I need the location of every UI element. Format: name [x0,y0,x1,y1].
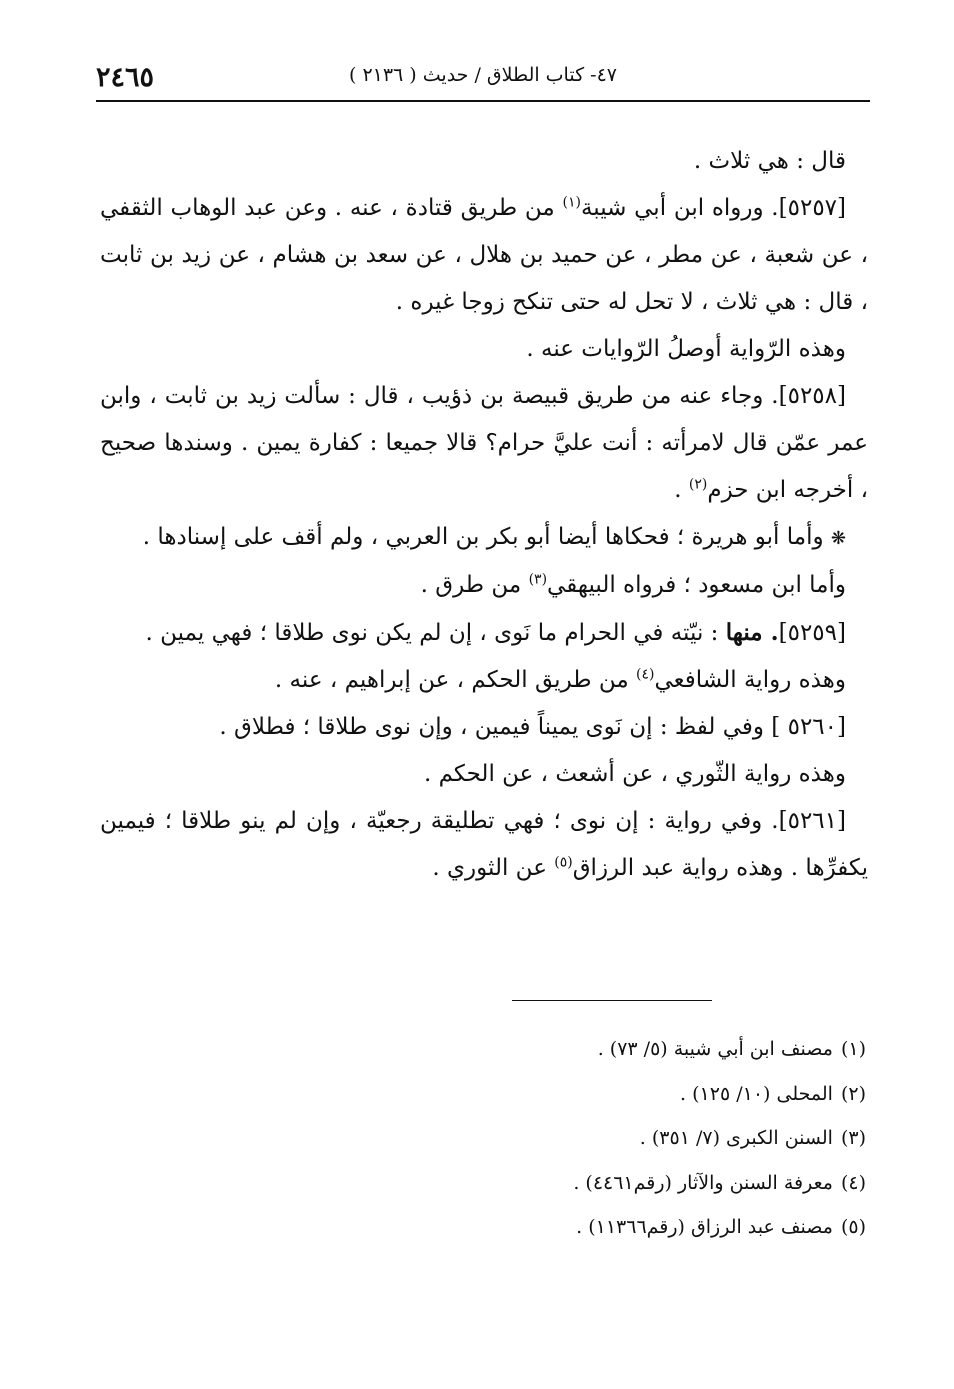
paragraph-text: . [674,477,689,503]
paragraph-text: وفي لفظ : إن نَوى يميناً فيمين ، وإن نوى طلاقا ؛ فطلاق . [219,714,772,740]
paragraph-5257 [100,185,868,326]
paragraph-text: . ورواه ابن أبي شيبة [580,195,779,221]
paragraph-text: وأما ابن مسعود ؛ فرواه البيهقي [547,572,846,598]
hadith-number: [٥٢٥٨] [778,383,846,409]
footnote-number: (١) [840,1038,866,1060]
footnote-ref-2[interactable]: (٢) [688,476,708,493]
footnote-number: (٤) [840,1171,866,1194]
page-number: ٢٤٦٥ [96,62,155,93]
running-title: ٤٧- كتاب الطلاق / حديث ( ٢١٣٦ ) [348,64,618,86]
footnote-5 [346,1205,866,1250]
footnote-ref-3[interactable]: (٣) [528,571,548,588]
footnote-text: معرفة السنن والآثار (رقم٤٤٦١) . [573,1171,833,1194]
paragraph-shafii [100,657,868,704]
paragraph-ibn-masud [100,562,868,609]
paragraph-comment [100,326,868,373]
header-rule [96,100,870,102]
paragraph-text: من طريق قتادة ، عنه . وعن عبد الوهاب الثقفي ، عن شعبة ، عن مطر ، عن حميد بن هلال ، عن سعد بن هشام ، عن زيد بن ثابت ، قال : هي ثلاث ، لا تحل له حتى تنكح زوجا غيره . [100,195,868,315]
footnote-2 [346,1072,866,1117]
hadith-number: [٥٢٥٩] [778,620,846,646]
paragraph-text: وهذه رواية الثّوري ، عن أشعث ، عن الحكم . [423,761,846,787]
paragraph-abu-hurayra [100,514,868,562]
paragraph-5259 [100,609,868,657]
paragraph-5260 [100,704,868,751]
footnote-number: (٢) [840,1082,866,1105]
paragraph-1 [100,138,868,185]
footnote-text: مصنف عبد الرزاق (رقم١١٣٦٦) . [576,1216,833,1238]
footnote-number: (٥) [840,1216,866,1238]
paragraph-text: من طرق . [420,572,529,598]
hadith-number: [٥٢٥٧] [778,195,847,221]
paragraph-text: . وجاء عنه من طريق قبيصة بن ذؤيب ، قال : سألت زيد بن ثابت ، وابن عمر عمّن قال لامرأته : أنت عليَّ حرام؟ قالا جميعا : كفارة يمين . وسندها صحيح ، أخرجه ابن حزم [100,383,868,503]
paragraph-text: وهذه الرّواية أوصلُ الرّوايات عنه . [526,336,846,362]
footnote-1 [346,1027,866,1072]
footnote-text: السنن الكبرى (٧/ ٣٥١) . [639,1127,833,1149]
main-text [100,138,868,892]
footnote-ref-1[interactable]: (١) [562,194,581,211]
paragraph-text: : نيّته في الحرام ما نَوى ، إن لم يكن نوى طلاقا ؛ فهي يمين . [145,620,726,646]
footnote-3 [346,1116,866,1161]
footnote-4 [346,1161,866,1206]
footnote-number: (٣) [840,1127,866,1149]
paragraph-text: وهذه رواية الشافعي [654,667,846,693]
star-icon: ❋ [830,528,846,549]
paragraph-text: . وفي رواية : إن نوى ؛ فهي تطليقة رجعيّة ، وإن لم ينو طلاقا ؛ فيمين يكفرِّها . وهذه رواية عبد الرزاق [100,808,868,881]
page-header [96,58,870,98]
footnote-ref-4[interactable]: (٤) [636,666,655,683]
paragraph-text: وأما أبو هريرة ؛ فحكاها أيضا أبو بكر بن العربي ، ولم أقف على إسنادها . [142,524,831,550]
paragraph-text: قال : هي ثلاث . [693,148,846,174]
paragraph-5258 [100,373,868,514]
paragraph-text: عن الثوري . [432,855,555,881]
footnote-text: المحلى (١٠/ ١٢٥) . [680,1082,833,1105]
hadith-number: [٥٢٦١] [778,808,846,834]
paragraph-5261 [100,798,868,892]
bold-label: . منها [725,619,779,646]
paragraph-text: من طريق الحكم ، عن إبراهيم ، عنه . [274,667,637,693]
hadith-number: [٥٢٦٠ ] [771,714,846,740]
footnotes [346,1027,866,1250]
footnote-rule [512,1000,712,1001]
footnote-text: مصنف ابن أبي شيبة (٥/ ٧٣) . [597,1038,833,1060]
paragraph-thawri [100,751,868,798]
footnote-ref-5[interactable]: (٥) [554,854,573,871]
